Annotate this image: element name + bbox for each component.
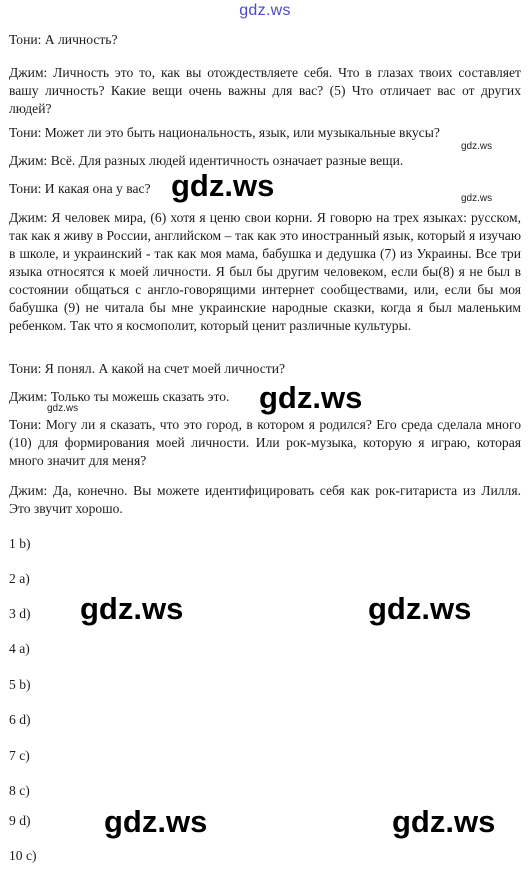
watermark-large: gdz.ws: [368, 591, 472, 626]
answer-item: 2 a): [9, 571, 30, 586]
watermark-large: gdz.ws: [171, 168, 275, 203]
dialogue-line: Джим: Я человек мира, (6) хотя я ценю свои корни. Я говорю на трех языках: русском, так как я живу в России, английском – так как это иностранный язык, который я изучаю в школе, и украинский - так как моя мама, бабушка и дедушка (7) из Украины. Все три языка относятся к моей личности. Я был бы другим человеком, если бы(8) я не был в состоянии общаться с англо-говорящими интернет сообществами, или, если бы моя бабушка (9) не читала бы мне украинские народные сказки, когда я был маленьким ребенком. Так что я космополит, который ценит различные культуры.: [9, 210, 521, 333]
answer-item: 9 d): [9, 813, 31, 828]
dialogue-line: Тони: Я понял. А какой на счет моей личности?: [9, 361, 286, 376]
watermark-small: gdz.ws: [461, 193, 493, 204]
dialogue-line: Джим: Да, конечно. Вы можете идентифицировать себя как рок-гитариста из Лилля. Это звучит хорошо.: [9, 483, 521, 516]
dialogue-line: Джим: Личность это то, как вы отождествляете себя. Что в глазах твоих составляет вашу личность? Какие вещи очень важны для вас? (5) Что отличает вас от других людей?: [9, 65, 521, 116]
watermark-small: gdz.ws: [47, 403, 79, 414]
dialogue-line: Тони: А личность?: [9, 32, 118, 47]
answer-item: 5 b): [9, 677, 31, 692]
answer-item: 1 b): [9, 536, 31, 551]
dialogue-line: Тони: Может ли это быть национальность, язык, или музыкальные вкусы?: [9, 125, 440, 140]
watermark-large: gdz.ws: [80, 591, 184, 626]
answer-item: 6 d): [9, 712, 31, 727]
answer-item: 4 a): [9, 641, 30, 656]
answer-item: 3 d): [9, 606, 31, 621]
watermark-large: gdz.ws: [392, 804, 496, 839]
header-logo: gdz.ws: [239, 2, 291, 19]
answer-item: 7 c): [9, 748, 30, 763]
watermark-small: gdz.ws: [461, 141, 493, 152]
dialogue-line: Тони: И какая она у вас?: [9, 181, 151, 196]
dialogue-line: Тони: Могу ли я сказать, что это город, в котором я родился? Его среда сделала много (10) для формирования моей личности. Или рок-музыка, которую я играю, которая много значит для меня?: [9, 417, 521, 468]
answer-item: 8 c): [9, 783, 30, 798]
watermark-large: gdz.ws: [104, 804, 208, 839]
dialogue-line: Джим: Всё. Для разных людей идентичность означает разные вещи.: [9, 153, 404, 168]
dialogue-line: Джим: Только ты можешь сказать это.: [9, 389, 230, 404]
answer-item: 10 c): [9, 848, 37, 863]
watermark-large: gdz.ws: [259, 380, 363, 415]
